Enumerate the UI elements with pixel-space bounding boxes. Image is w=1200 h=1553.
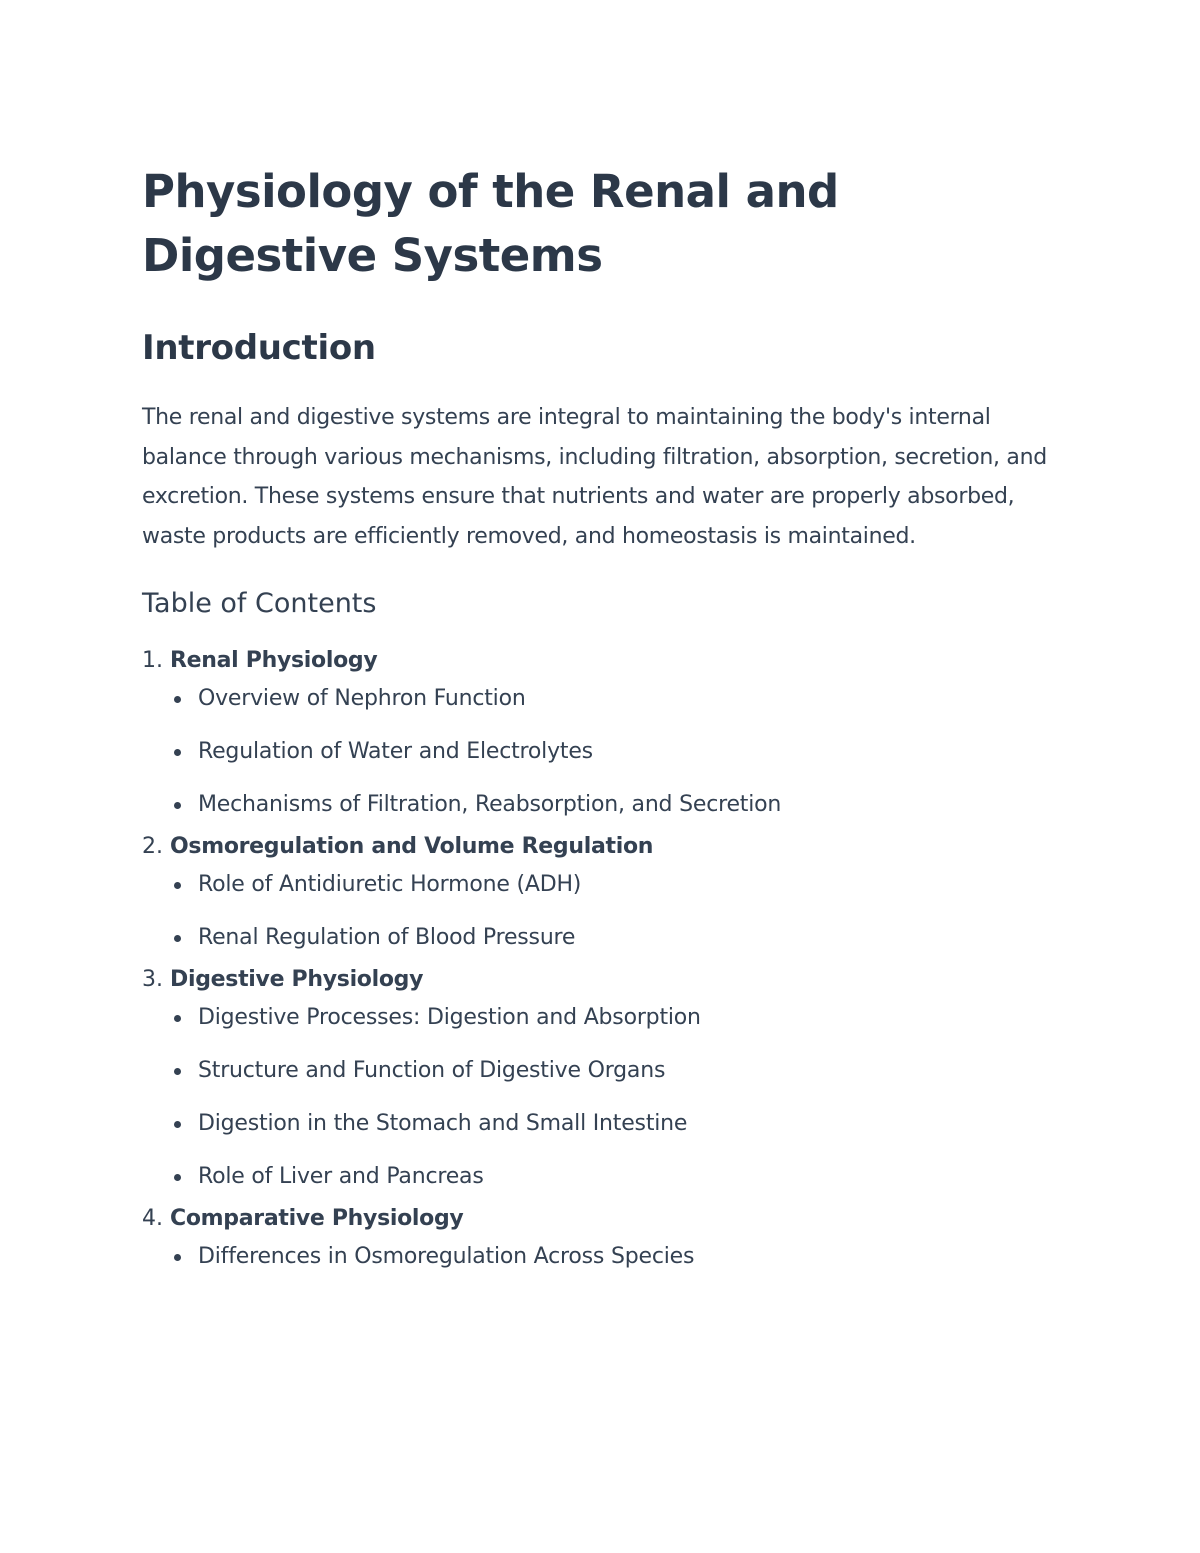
bullet-icon	[174, 1174, 181, 1181]
toc-section-title: Comparative Physiology	[170, 1206, 464, 1231]
bullet-icon	[174, 749, 181, 756]
document-title: Physiology of the Renal and Digestive Systems	[142, 165, 839, 282]
bullet-icon	[174, 802, 181, 809]
bullet-icon	[174, 935, 181, 942]
toc-item-label: Structure and Function of Digestive Organs	[198, 1058, 666, 1083]
toc-list-item	[142, 684, 1062, 714]
introduction-heading: Introduction	[142, 328, 376, 368]
toc-item-label: Digestion in the Stomach and Small Intestine	[198, 1111, 688, 1136]
toc-list-item	[142, 737, 1062, 767]
toc-section-number: 3.	[142, 967, 163, 992]
toc-section-header	[142, 832, 1062, 862]
toc-item-label: Role of Antidiuretic Hormone (ADH)	[198, 872, 582, 897]
toc-item-label: Role of Liver and Pancreas	[198, 1164, 484, 1189]
toc-list-item	[142, 1162, 1062, 1192]
toc-list-item	[142, 870, 1062, 900]
document-page	[142, 160, 1062, 1284]
bullet-icon	[174, 1121, 181, 1128]
toc-heading: Table of Contents	[142, 588, 377, 619]
toc-subsection-list	[142, 1003, 1062, 1192]
toc-subsection-list	[142, 684, 1062, 820]
toc-section-header	[142, 1204, 1062, 1234]
toc-subsection-list	[142, 870, 1062, 953]
toc-section-number: 4.	[142, 1206, 163, 1231]
toc-section-header	[142, 965, 1062, 995]
toc-section-title: Renal Physiology	[170, 648, 378, 673]
toc-list-item	[142, 790, 1062, 820]
toc-item-label: Renal Regulation of Blood Pressure	[198, 925, 576, 950]
toc-section-title: Osmoregulation and Volume Regulation	[170, 834, 654, 859]
toc-list-item	[142, 1109, 1062, 1139]
toc-list-item	[142, 1003, 1062, 1033]
toc-section	[142, 832, 1062, 953]
toc-section-header	[142, 646, 1062, 676]
toc-item-label: Mechanisms of Filtration, Reabsorption, and Secretion	[198, 792, 782, 817]
toc-section-number: 2.	[142, 834, 163, 859]
toc-item-label: Regulation of Water and Electrolytes	[198, 739, 593, 764]
bullet-icon	[174, 882, 181, 889]
bullet-icon	[174, 1068, 181, 1075]
toc-section-title: Digestive Physiology	[170, 967, 424, 992]
bullet-icon	[174, 1254, 181, 1261]
toc-list-item	[142, 923, 1062, 953]
toc-item-label: Digestive Processes: Digestion and Absorption	[198, 1005, 701, 1030]
toc-section	[142, 1204, 1062, 1272]
bullet-icon	[174, 696, 181, 703]
bullet-icon	[174, 1015, 181, 1022]
toc-subsection-list	[142, 1242, 1062, 1272]
table-of-contents	[142, 646, 1062, 1272]
toc-section	[142, 646, 1062, 820]
toc-item-label: Overview of Nephron Function	[198, 686, 526, 711]
toc-section-number: 1.	[142, 648, 163, 673]
introduction-paragraph: The renal and digestive systems are integral to maintaining the body's internal balance through various mechanisms, including filtration, absorption, secretion, and excretion. These systems ensure that nutrients and water are properly absorbed, waste products are efficiently removed, and homeostasis is maintained.	[142, 405, 1047, 549]
toc-item-label: Differences in Osmoregulation Across Species	[198, 1244, 695, 1269]
toc-list-item	[142, 1056, 1062, 1086]
toc-section	[142, 965, 1062, 1192]
toc-list-item	[142, 1242, 1062, 1272]
